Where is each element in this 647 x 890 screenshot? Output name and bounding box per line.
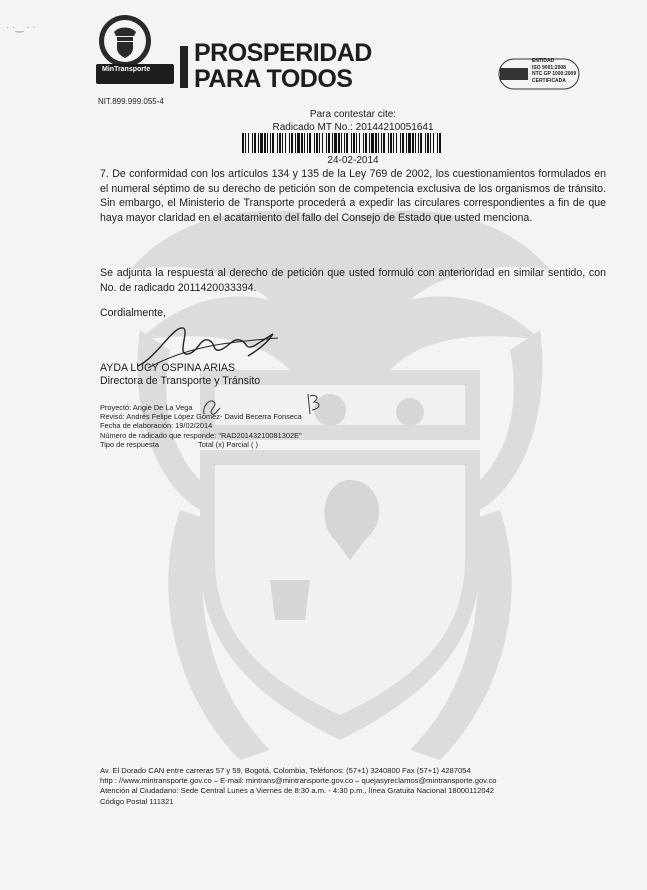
cert-line: NTC GP 1000:2009 (532, 71, 577, 77)
barcode-bar (383, 133, 385, 153)
barcode-bar (393, 133, 394, 153)
barcode-bar (378, 133, 379, 153)
barcode (242, 133, 442, 153)
reference-instruction: Para contestar cite: (309, 109, 397, 120)
barcode-bar (326, 133, 327, 153)
barcode-bar (272, 133, 274, 153)
barcode-bar (412, 133, 414, 153)
reference-block (258, 109, 448, 134)
barcode-bar (341, 133, 342, 153)
barcode-bar (356, 133, 357, 153)
barcode-bar (344, 133, 345, 153)
barcode-bar (316, 133, 318, 153)
national-seal-icon (98, 14, 152, 68)
meta-projected: Proyectó: Angie De La Vega (100, 403, 193, 412)
barcode-bar (338, 133, 340, 153)
meta-response-type-label: Tipo de respuesta (100, 439, 159, 449)
signer-name: AYDA LUCY OSPINA ARIAS (100, 362, 236, 374)
barcode-bar (433, 133, 434, 153)
barcode-bar (260, 133, 263, 153)
mintransporte-logo (96, 64, 174, 84)
barcode-bar (264, 133, 266, 153)
barcode-bar (289, 133, 290, 153)
barcode-bar (425, 133, 426, 153)
barcode-bar (408, 133, 411, 153)
barcode-bar (252, 133, 253, 153)
footer-address: Av. El Dorado CAN entre carreras 57 y 59, Bogotá, Colombia, Teléfonos: (57+1) 3240800 Fax (57+1) 4287054 (100, 766, 471, 775)
barcode-bar (420, 133, 422, 153)
slogan-divider (180, 46, 188, 88)
slogan-line-2: PARA TODOS (194, 65, 353, 93)
barcode-bar (297, 133, 300, 153)
barcode-bar (346, 133, 348, 153)
meta-elaboration-date: Fecha de elaboración: 19/02/2014 (100, 421, 213, 431)
barcode-bar (270, 133, 271, 153)
barcode-bar (319, 133, 320, 153)
slogan (194, 40, 372, 92)
barcode-bar (365, 133, 367, 153)
barcode-bar (282, 133, 283, 153)
barcode-bar (254, 133, 256, 153)
barcode-bar (369, 133, 370, 153)
initials-mark (302, 392, 326, 420)
body-paragraph-1: 7. De conformidad con los artículos 134 y 135 de la Ley 769 de 2002, los cuestionamientos formulados en el numeral séptimo de su derecho de petición son de competencia exclusiva de los organismos de tránsito. Sin embargo, el Ministerio de Transporte procederá a expedir las circulares correspondientes a fin de que haya mayor claridad en el acatamiento del fallo del Consejo de Estado que usted menciona. (100, 168, 606, 224)
footer-postal-code: Código Postal 111321 (100, 796, 174, 806)
cert-line: CERTIFICADA (532, 77, 566, 84)
body-paragraph-2: Se adjunta la respuesta al derecho de petición que usted formuló con anterioridad en similar sentido, con No. de radicado 2011420033394. (100, 267, 606, 294)
barcode-bar (359, 133, 360, 153)
barcode-bar (267, 133, 268, 153)
barcode-bar (328, 133, 330, 153)
barcode-bar (279, 133, 281, 153)
barcode-bar (396, 133, 397, 153)
barcode-bar (400, 133, 401, 153)
barcode-bar (415, 133, 416, 153)
initials-mark (200, 396, 222, 418)
barcode-bar (418, 133, 419, 153)
barcode-bar (291, 133, 293, 153)
agency-name: MinTransporte (102, 66, 151, 73)
barcode-bar (406, 133, 407, 153)
barcode-bar (371, 133, 374, 153)
footer-attention: Atención al Ciudadano: Sede Central Lunes a Viernes de 8:30 a.m. - 4:30 p.m., línea Gratuita Nacional 18000112042 (100, 786, 495, 796)
barcode-bar (375, 133, 377, 153)
footer-contact (100, 766, 570, 807)
barcode-bar (245, 133, 246, 153)
slogan-line-1: PROSPERIDAD (194, 39, 372, 67)
barcode-bar (390, 133, 392, 153)
barcode-bar (439, 133, 441, 153)
barcode-bar (353, 133, 355, 153)
document-date: 24-02-2014 (327, 155, 379, 166)
margin-scan-mark: · ·‿ · · (6, 22, 36, 33)
barcode-bar (427, 133, 429, 153)
barcode-bar (430, 133, 431, 153)
barcode-bar (295, 133, 296, 153)
barcode-bar (381, 133, 382, 153)
barcode-bar (388, 133, 389, 153)
barcode-bar (309, 133, 311, 153)
meta-reviewed: Revisó: Andrés Felipe López Gómez- David Becerra Fonseca (100, 412, 302, 422)
meta-response-type-value: Total (x) Parcial ( ) (198, 439, 258, 449)
barcode-bar (314, 133, 315, 153)
barcode-bar (437, 133, 438, 153)
tax-id: NIT.899.999.055-4 (98, 97, 164, 106)
signer-block (100, 362, 260, 388)
barcode-bar (277, 133, 278, 153)
cert-line: ISO 9001:2008 (532, 64, 566, 71)
barcode-bar (334, 133, 337, 153)
cert-line: ENTIDAD (532, 58, 555, 64)
barcode-bar (242, 133, 244, 153)
closing-salutation: Cordialmente, (100, 307, 166, 319)
barcode-bar (322, 133, 323, 153)
barcode-bar (307, 133, 308, 153)
footer-web-email: http : //www.mintransporte.gov.co – E-mail: mintrans@mintransporte.gov.co – quejasyreclamos@mintransporte.gov.co (100, 776, 497, 786)
certification-text (532, 58, 576, 84)
meta-response-type (100, 440, 302, 449)
barcode-bar (351, 133, 352, 153)
barcode-bar (248, 133, 249, 153)
barcode-bar (258, 133, 259, 153)
barcode-bar (304, 133, 305, 153)
signer-title: Directora de Transporte y Tránsito (100, 375, 261, 387)
barcode-bar (301, 133, 303, 153)
barcode-bar (402, 133, 404, 153)
radicado-number: Radicado MT No.: 20144210051641 (272, 121, 434, 133)
barcode-bar (332, 133, 333, 153)
barcode-bar (285, 133, 286, 153)
barcode-bar (363, 133, 364, 153)
meta-response-radicado: Número de radicado que responde: "RAD20143210081302E" (100, 430, 302, 440)
